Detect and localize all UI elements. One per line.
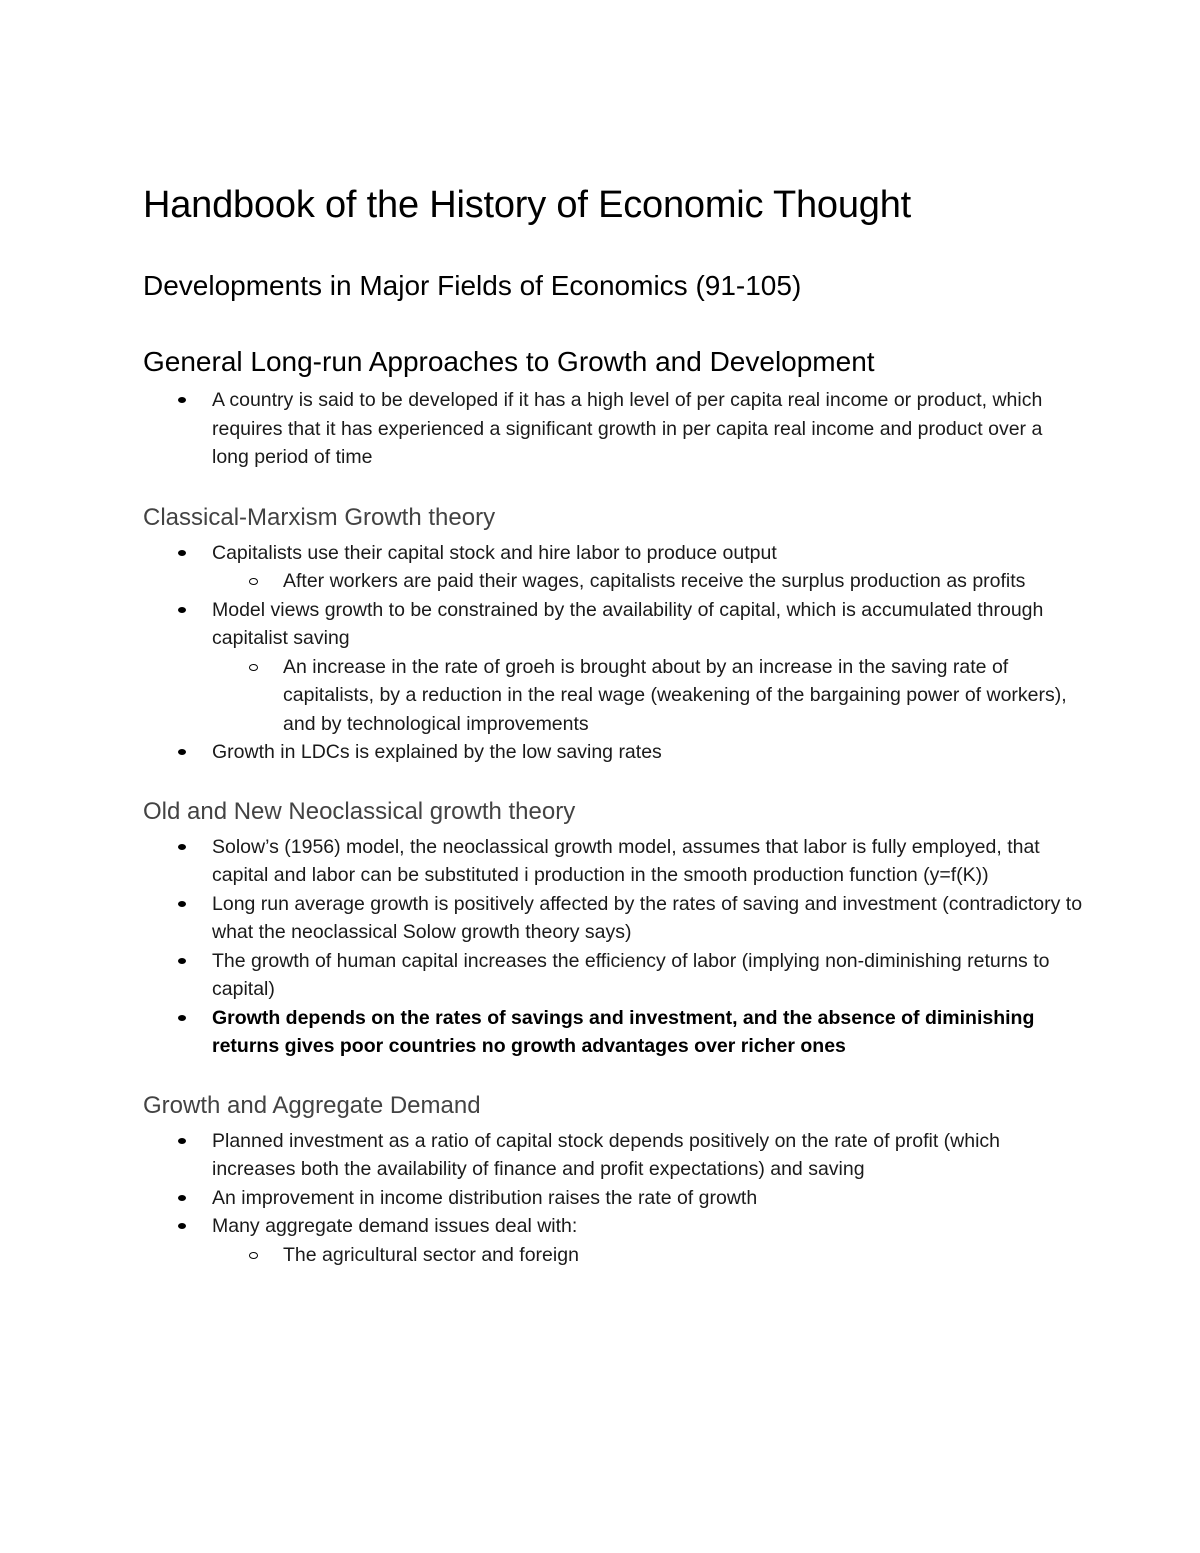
list-item-bold <box>143 1004 1083 1061</box>
hollow-bullet-icon <box>249 578 258 585</box>
hollow-bullet-icon <box>249 664 258 671</box>
bullet-icon <box>178 1223 186 1229</box>
list-item-text: After workers are paid their wages, capitalists receive the surplus production as profits <box>283 570 1026 592</box>
classical-list <box>143 539 1083 767</box>
neoclassical-list <box>143 833 1083 1061</box>
sub-list-item <box>143 567 1083 596</box>
list-item-text: Growth in LDCs is explained by the low saving rates <box>212 741 662 763</box>
list-item-text: Capitalists use their capital stock and hire labor to produce output <box>212 541 777 564</box>
bullet-icon <box>178 1015 186 1021</box>
list-item <box>143 596 1083 653</box>
bullet-icon <box>178 1195 186 1201</box>
bullet-icon <box>178 749 186 755</box>
bullet-icon <box>178 397 186 403</box>
bullet-icon <box>178 844 186 850</box>
bullet-icon <box>178 901 186 907</box>
list-item-text: A country is said to be developed if it has a high level of per capita real income or product, which requires that it has experienced a significant growth in per capita real income and product over a long period of time <box>212 389 1043 468</box>
list-item-text: Growth depends on the rates of savings and investment, and the absence of diminishing returns gives poor countries no growth advantages over richer ones <box>212 1006 1035 1057</box>
list-item <box>143 833 1083 890</box>
heading-developments: Developments in Major Fields of Economics (91-105) <box>143 270 802 301</box>
list-item-text: Model views growth to be constrained by the availability of capital, which is accumulated through capitalist saving <box>212 598 1044 649</box>
list-item <box>143 1184 1083 1213</box>
bullet-icon <box>178 958 186 964</box>
list-item-text: The growth of human capital increases the efficiency of labor (implying non-diminishing returns to capital) <box>212 949 1050 1000</box>
list-item-text: An increase in the rate of groeh is brought about by an increase in the saving rate of capitalists, by a reduction in the real wage (weakening of the bargaining power of workers), and by technological improvements <box>283 655 1067 735</box>
list-item <box>143 738 1083 767</box>
bullet-icon <box>178 550 186 556</box>
list-item-text: Many aggregate demand issues deal with: <box>212 1215 578 1237</box>
sub-list-item <box>143 1241 1083 1270</box>
document-title: Handbook of the History of Economic Thought <box>143 184 912 226</box>
sub-list-item <box>143 653 1083 739</box>
list-item <box>143 890 1083 947</box>
heading-aggregate-demand: Growth and Aggregate Demand <box>143 1091 481 1119</box>
heading-neoclassical: Old and New Neoclassical growth theory <box>143 797 576 825</box>
list-item-text: The agricultural sector and foreign <box>283 1243 579 1266</box>
bullet-icon <box>178 1138 186 1144</box>
document-page <box>143 178 1083 1269</box>
list-item <box>143 386 1083 472</box>
list-item-text: Solow’s (1956) model, the neoclassical growth model, assumes that labor is fully employed, that capital and labor can be substituted i production in the smooth production function (y=f(K)) <box>212 835 1040 886</box>
list-item <box>143 1212 1083 1241</box>
heading-general-approaches: General Long-run Approaches to Growth and Development <box>143 346 875 377</box>
list-item-text: An improvement in income distribution raises the rate of growth <box>212 1186 758 1209</box>
list-item <box>143 539 1083 568</box>
list-item-text: Long run average growth is positively affected by the rates of saving and investment (contradictory to what the neoclassical Solow growth theory says) <box>212 892 1083 943</box>
demand-list <box>143 1127 1083 1270</box>
list-item <box>143 1127 1083 1184</box>
heading-classical-marxism: Classical-Marxism Growth theory <box>143 503 496 531</box>
list-item-text: Planned investment as a ratio of capital stock depends positively on the rate of profit (which increases both the availability of finance and profit expectations) and saving <box>212 1129 1001 1180</box>
list-item <box>143 947 1083 1004</box>
hollow-bullet-icon <box>249 1252 258 1259</box>
bullet-icon <box>178 607 186 613</box>
general-list <box>143 386 1083 472</box>
